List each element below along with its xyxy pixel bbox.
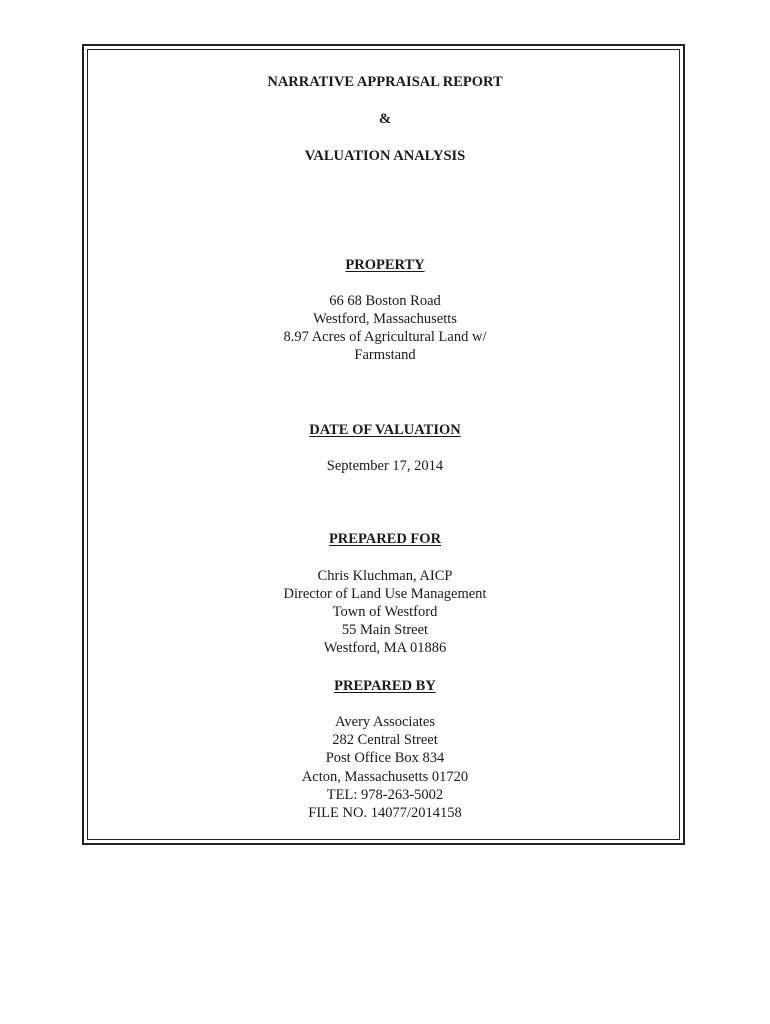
property-line: 8.97 Acres of Agricultural Land w/ (283, 329, 487, 345)
date-of-valuation-heading: DATE OF VALUATION (309, 422, 461, 438)
prepared-by-heading: PREPARED BY (334, 678, 436, 694)
prepared-by-line: Post Office Box 834 (325, 750, 445, 766)
prepared-by-line: Acton, Massachusetts 01720 (301, 769, 469, 785)
report-title-line1: NARRATIVE APPRAISAL REPORT (267, 74, 503, 90)
prepared-for-heading: PREPARED FOR (328, 531, 442, 547)
prepared-for-line: 55 Main Street (341, 622, 429, 638)
prepared-for-line: Town of Westford (332, 604, 438, 620)
prepared-for-line: Director of Land Use Management (283, 586, 487, 602)
prepared-by-line: Avery Associates (335, 714, 435, 730)
property-line: Farmstand (354, 347, 416, 363)
property-line: Westford, Massachusetts (313, 311, 457, 327)
property-line: 66 68 Boston Road (329, 293, 441, 309)
file-number: FILE NO. 14077/2014158 (308, 805, 462, 821)
report-title-ampersand: & (378, 111, 392, 127)
prepared-for-line: Westford, MA 01886 (323, 640, 447, 656)
property-heading: PROPERTY (345, 257, 425, 273)
prepared-for-line: Chris Kluchman, AICP (317, 568, 453, 584)
report-title-line2: VALUATION ANALYSIS (304, 148, 466, 164)
prepared-by-line: TEL: 978-263-5002 (326, 787, 444, 803)
prepared-by-line: 282 Central Street (332, 732, 438, 748)
date-of-valuation-value: September 17, 2014 (326, 458, 444, 474)
